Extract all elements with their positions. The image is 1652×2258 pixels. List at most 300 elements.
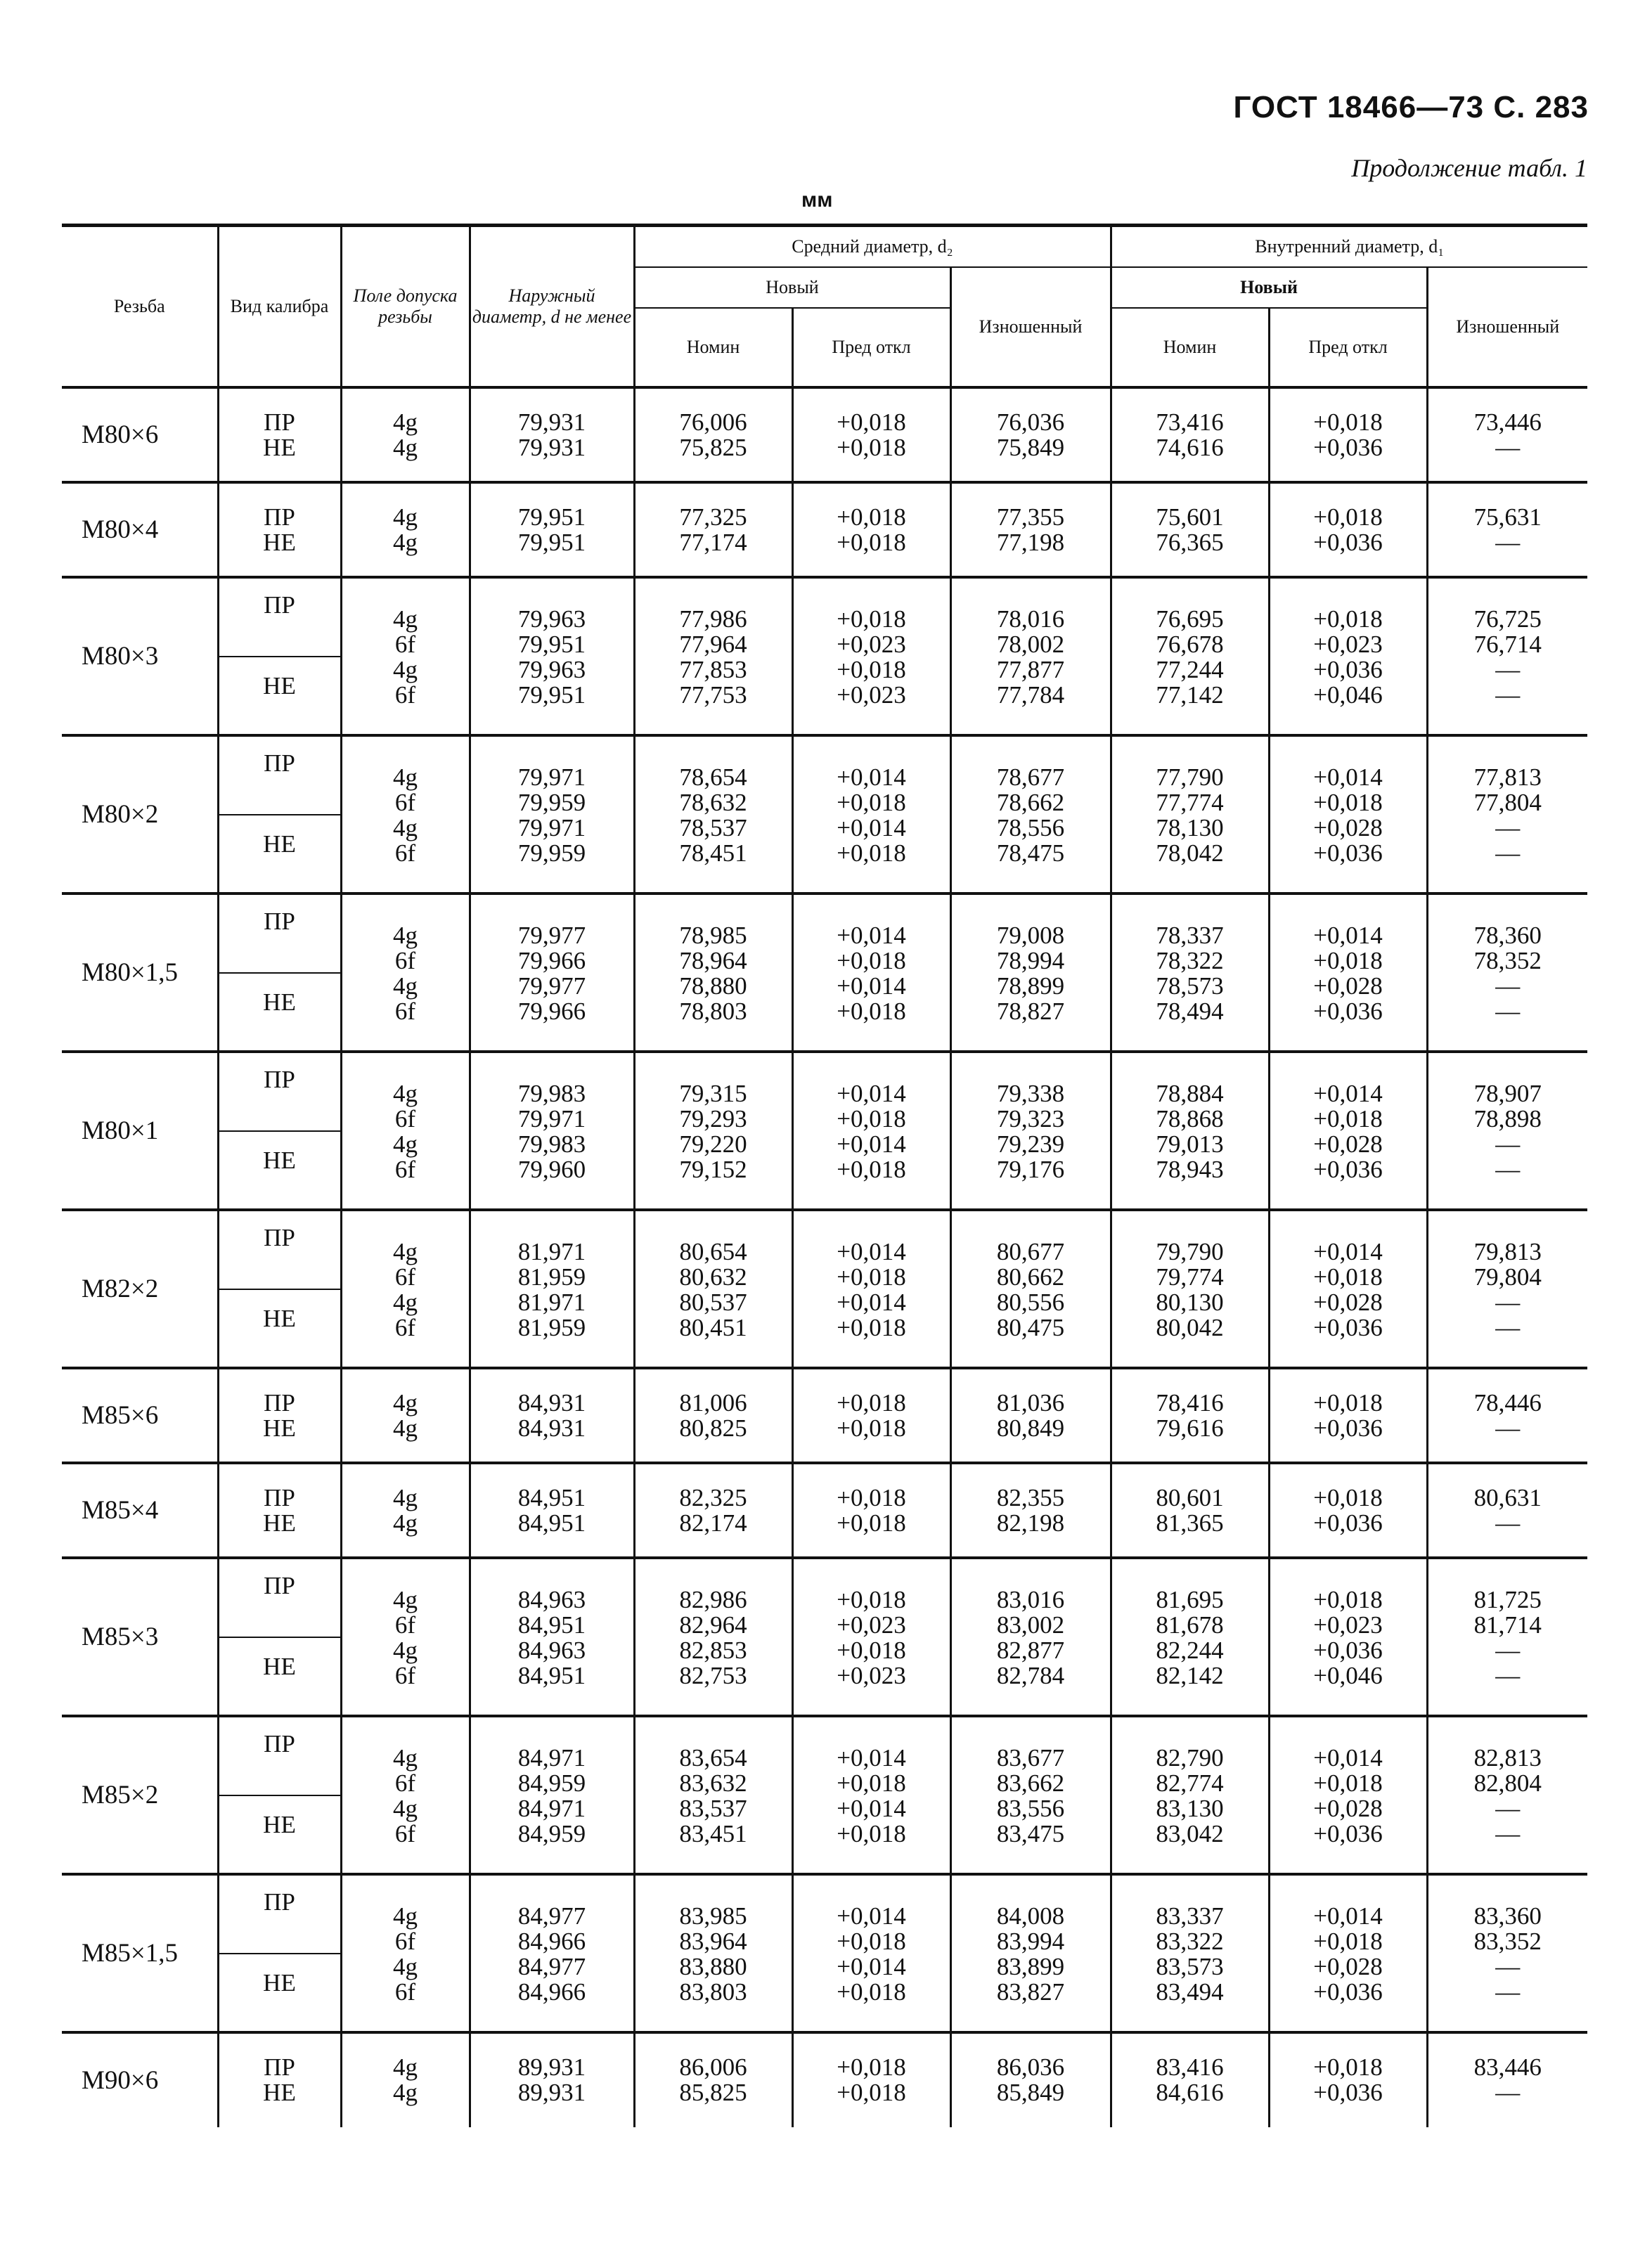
pitch-nominal-cell [634, 1210, 792, 1368]
gauge-pr: ПР [264, 908, 295, 935]
minor-deviation-value: +0,028 [1313, 1953, 1383, 1980]
tolerance-value: 4g [393, 408, 418, 436]
minor-nominal-value: 79,616 [1156, 1414, 1224, 1442]
pitch-deviation-value: +0,018 [837, 605, 906, 633]
tolerance-cell [341, 1368, 470, 1463]
tolerance-values [342, 1053, 469, 1182]
pitch-nominal-value: 78,451 [679, 839, 747, 867]
tolerance-value: 4g [393, 1509, 418, 1537]
outer-diameter-value: 79,966 [517, 998, 586, 1025]
pitch-worn-cell [950, 577, 1111, 735]
pitch-deviation-values [794, 2034, 950, 2105]
outer-diameter-value: 79,971 [517, 814, 586, 841]
outer-diameter-value: 79,951 [517, 631, 586, 658]
tolerance-value: 6f [394, 1928, 416, 1955]
tolerance-values [342, 1211, 469, 1341]
tolerance-value: 4g [393, 529, 418, 556]
minor-deviation-values [1270, 389, 1426, 460]
pitch-deviation-value: +0,018 [837, 1820, 906, 1847]
outer-diameter-value: 84,966 [517, 1928, 586, 1955]
minor-nominal-value: 79,790 [1156, 1238, 1224, 1265]
minor-deviation-value: +0,036 [1313, 2079, 1383, 2106]
thread-cell: M80×3 [62, 577, 218, 735]
col-pitch-new: Новый [634, 267, 950, 308]
minor-nominal-value: 80,601 [1156, 1484, 1224, 1511]
minor-worn-values [1428, 484, 1588, 555]
pitch-deviation-value: +0,014 [837, 1130, 906, 1158]
minor-nominal-value: 82,774 [1156, 1769, 1224, 1797]
minor-nominal-value: 77,774 [1156, 789, 1224, 816]
tolerance-value: 4g [393, 605, 418, 633]
minor-worn-cell [1427, 1874, 1587, 2032]
pitch-nominal-values [635, 1559, 792, 1689]
minor-deviation-value: +0,036 [1313, 1156, 1383, 1183]
pitch-nominal-cell [634, 735, 792, 893]
minor-deviation-value: +0,023 [1313, 1611, 1383, 1639]
minor-deviation-values [1270, 1559, 1426, 1689]
minor-deviation-values [1270, 1053, 1426, 1182]
minor-worn-values [1428, 1053, 1588, 1182]
minor-deviation-value: +0,014 [1313, 1744, 1383, 1772]
minor-nominal-value: 82,244 [1156, 1637, 1224, 1664]
pitch-deviation-value: +0,018 [837, 1156, 906, 1183]
minor-nominal-value: 75,601 [1156, 503, 1224, 531]
minor-deviation-values [1270, 1876, 1426, 2005]
outer-diameter-values [471, 1876, 633, 2005]
minor-nominal-value: 73,416 [1156, 408, 1224, 436]
pitch-deviation-value: +0,014 [837, 972, 906, 1000]
pitch-deviation-value: +0,014 [837, 1953, 906, 1980]
gauge-pr: ПР [264, 1730, 295, 1757]
pitch-nominal-value: 83,632 [679, 1769, 747, 1797]
pitch-nominal-cell [634, 1052, 792, 1210]
pitch-worn-cell [950, 482, 1111, 577]
pitch-deviation-value: +0,018 [837, 1314, 906, 1341]
pitch-deviation-cell [792, 1210, 950, 1368]
pitch-worn-values [952, 1053, 1110, 1182]
tolerance-cell [341, 893, 470, 1052]
minor-worn-cell [1427, 482, 1587, 577]
minor-deviation-cell [1269, 893, 1427, 1052]
minor-nominal-values [1112, 2034, 1268, 2105]
minor-deviation-values [1270, 484, 1426, 555]
outer-diameter-cell [470, 1368, 634, 1463]
tolerance-value: 4g [393, 1953, 418, 1980]
minor-nominal-value: 76,365 [1156, 529, 1224, 556]
col-minor-nominal: Номин [1111, 308, 1269, 387]
pitch-worn-values [952, 1211, 1110, 1341]
pitch-deviation-values [794, 1053, 950, 1182]
pitch-deviation-cell [792, 1558, 950, 1716]
pitch-deviation-value: +0,018 [837, 1484, 906, 1511]
minor-deviation-value: +0,036 [1313, 1978, 1383, 2006]
pitch-deviation-value: +0,014 [837, 1080, 906, 1107]
gauge-value: ПР [264, 503, 295, 531]
outer-diameter-value: 84,931 [517, 1414, 586, 1442]
pitch-worn-cell [950, 1052, 1111, 1210]
outer-diameter-value: 84,963 [517, 1637, 586, 1664]
pitch-nominal-value: 80,825 [679, 1414, 747, 1442]
tolerance-values [342, 1559, 469, 1689]
minor-nominal-value: 78,042 [1156, 839, 1224, 867]
gauge-type-cell [218, 1558, 341, 1716]
pitch-nominal-value: 83,654 [679, 1744, 747, 1772]
tolerance-value: 4g [393, 2053, 418, 2081]
minor-nominal-values [1112, 1464, 1268, 1536]
minor-deviation-cell [1269, 2032, 1427, 2127]
minor-deviation-cell [1269, 387, 1427, 482]
tolerance-cell [341, 1052, 470, 1210]
tolerance-cell [341, 1716, 470, 1874]
minor-deviation-cell [1269, 1716, 1427, 1874]
table-row [62, 1052, 1587, 1210]
tolerance-cell [341, 387, 470, 482]
pitch-nominal-cell [634, 482, 792, 577]
pitch-deviation-value: +0,018 [837, 408, 906, 436]
outer-diameter-cell [470, 1210, 634, 1368]
gauge-ne: НЕ [263, 1147, 296, 1174]
pitch-deviation-value: +0,014 [837, 1238, 906, 1265]
tolerance-values [342, 389, 469, 460]
minor-nominal-values [1112, 1876, 1268, 2005]
tolerance-value: 4g [393, 1238, 418, 1265]
outer-diameter-value: 79,977 [517, 972, 586, 1000]
minor-worn-value: 78,360 [1473, 922, 1542, 949]
pitch-worn-value: 83,016 [996, 1586, 1065, 1613]
minor-nominal-cell [1111, 387, 1269, 482]
pitch-deviation-value: +0,018 [837, 2053, 906, 2081]
pitch-worn-value: 85,849 [996, 2079, 1065, 2106]
tolerance-values [342, 1876, 469, 2005]
outer-diameter-values [471, 1559, 633, 1689]
minor-worn-value: — [1495, 1314, 1521, 1341]
col-gauge-type: Вид калибра [218, 226, 341, 388]
pitch-deviation-value: +0,023 [837, 631, 906, 658]
minor-nominal-cell [1111, 735, 1269, 893]
minor-worn-value: 73,446 [1473, 408, 1542, 436]
pitch-deviation-value: +0,014 [837, 1744, 906, 1772]
pitch-worn-value: 84,008 [996, 1902, 1065, 1930]
minor-deviation-value: +0,018 [1313, 1263, 1383, 1291]
pitch-worn-values [952, 484, 1110, 555]
gauge-value: НЕ [263, 2079, 296, 2106]
minor-nominal-value: 83,416 [1156, 2053, 1224, 2081]
tolerance-values [342, 2034, 469, 2105]
minor-worn-value: 75,631 [1473, 503, 1542, 531]
pitch-deviation-value: +0,014 [837, 763, 906, 791]
gauge-values [219, 389, 340, 460]
minor-worn-cell [1427, 1368, 1587, 1463]
minor-worn-value: — [1495, 1509, 1521, 1537]
tolerance-value: 4g [393, 1414, 418, 1442]
tolerance-value: 4g [393, 1389, 418, 1417]
pitch-deviation-values [794, 1717, 950, 1847]
pitch-worn-value: 79,239 [996, 1130, 1065, 1158]
minor-worn-value: 78,446 [1473, 1389, 1542, 1417]
tolerance-value: 4g [393, 1130, 418, 1158]
minor-deviation-values [1270, 1464, 1426, 1536]
gauge-type-cell [218, 387, 341, 482]
minor-worn-value: 83,360 [1473, 1902, 1542, 1930]
pitch-deviation-values [794, 895, 950, 1024]
pitch-nominal-cell [634, 893, 792, 1052]
thread-cell: M80×4 [62, 482, 218, 577]
minor-deviation-values [1270, 1369, 1426, 1441]
pitch-worn-value: 82,784 [996, 1662, 1065, 1689]
pitch-nominal-value: 80,451 [679, 1314, 747, 1341]
minor-nominal-value: 83,130 [1156, 1795, 1224, 1822]
minor-nominal-cell [1111, 1874, 1269, 2032]
outer-diameter-value: 84,971 [517, 1795, 586, 1822]
tolerance-value: 6f [394, 1314, 416, 1341]
tolerance-cell [341, 577, 470, 735]
pitch-deviation-values [794, 1876, 950, 2005]
outer-diameter-value: 79,959 [517, 839, 586, 867]
outer-diameter-value: 89,931 [517, 2079, 586, 2106]
pitch-deviation-values [794, 1211, 950, 1341]
outer-diameter-cell [470, 893, 634, 1052]
minor-deviation-value: +0,018 [1313, 503, 1383, 531]
pitch-worn-value: 77,198 [996, 529, 1065, 556]
pitch-worn-value: 79,323 [996, 1105, 1065, 1133]
pitch-deviation-value: +0,023 [837, 1662, 906, 1689]
minor-nominal-value: 80,042 [1156, 1314, 1224, 1341]
minor-worn-cell [1427, 387, 1587, 482]
pitch-worn-value: 83,899 [996, 1953, 1065, 1980]
pitch-worn-value: 80,677 [996, 1238, 1065, 1265]
tolerance-value: 6f [394, 1156, 416, 1183]
pitch-nominal-value: 83,451 [679, 1820, 747, 1847]
minor-deviation-value: +0,018 [1313, 1769, 1383, 1797]
pitch-deviation-cell [792, 2032, 950, 2127]
minor-deviation-value: +0,036 [1313, 656, 1383, 683]
pitch-deviation-value: +0,018 [837, 1637, 906, 1664]
pitch-deviation-value: +0,018 [837, 529, 906, 556]
pitch-worn-value: 78,994 [996, 947, 1065, 974]
outer-diameter-value: 79,951 [517, 503, 586, 531]
gauge-divider [219, 1130, 342, 1132]
pitch-nominal-value: 75,825 [679, 434, 747, 461]
outer-diameter-value: 81,971 [517, 1289, 586, 1316]
outer-diameter-values [471, 1717, 633, 1847]
gauge-value: НЕ [263, 434, 296, 461]
tolerance-value: 6f [394, 631, 416, 658]
pitch-deviation-value: +0,018 [837, 789, 906, 816]
minor-nominal-value: 77,244 [1156, 656, 1224, 683]
gauge-value: НЕ [263, 1509, 296, 1537]
thread-cell: M85×1,5 [62, 1874, 218, 2032]
minor-deviation-value: +0,036 [1313, 1509, 1383, 1537]
minor-worn-value: 79,804 [1473, 1263, 1542, 1291]
pitch-worn-value: 80,662 [996, 1263, 1065, 1291]
tolerance-value: 4g [393, 1902, 418, 1930]
outer-diameter-values [471, 1053, 633, 1182]
minor-nominal-value: 77,790 [1156, 763, 1224, 791]
pitch-nominal-value: 82,325 [679, 1484, 747, 1511]
outer-diameter-value: 84,959 [517, 1820, 586, 1847]
gauge-pr: ПР [264, 1888, 295, 1916]
pitch-nominal-values [635, 389, 792, 460]
minor-nominal-values [1112, 1053, 1268, 1182]
pitch-worn-value: 75,849 [996, 434, 1065, 461]
minor-deviation-value: +0,036 [1313, 998, 1383, 1025]
minor-nominal-cell [1111, 1368, 1269, 1463]
gauge-value: НЕ [263, 529, 296, 556]
minor-worn-values [1428, 1559, 1588, 1689]
pitch-deviation-value: +0,018 [837, 1509, 906, 1537]
gauge-value: ПР [264, 408, 295, 436]
pitch-nominal-value: 80,537 [679, 1289, 747, 1316]
tolerance-value: 4g [393, 2079, 418, 2106]
outer-diameter-value: 79,931 [517, 434, 586, 461]
minor-worn-cell [1427, 1716, 1587, 1874]
table-row [62, 482, 1587, 577]
minor-nominal-value: 83,337 [1156, 1902, 1224, 1930]
pitch-worn-value: 78,475 [996, 839, 1065, 867]
outer-diameter-values [471, 2034, 633, 2105]
pitch-nominal-cell [634, 577, 792, 735]
pitch-deviation-value: +0,018 [837, 1414, 906, 1442]
outer-diameter-value: 89,931 [517, 2053, 586, 2081]
outer-diameter-value: 84,931 [517, 1389, 586, 1417]
pitch-nominal-value: 77,853 [679, 656, 747, 683]
thread-cell: M82×2 [62, 1210, 218, 1368]
pitch-nominal-value: 77,986 [679, 605, 747, 633]
tolerance-value: 6f [394, 681, 416, 709]
tolerance-values [342, 1464, 469, 1536]
gauge-divider [219, 972, 342, 974]
pitch-worn-cell [950, 1558, 1111, 1716]
pitch-deviation-value: +0,018 [837, 503, 906, 531]
minor-worn-value: 79,813 [1473, 1238, 1542, 1265]
pitch-deviation-value: +0,018 [837, 1105, 906, 1133]
minor-deviation-value: +0,023 [1313, 631, 1383, 658]
pitch-nominal-value: 82,986 [679, 1586, 747, 1613]
pitch-nominal-value: 83,803 [679, 1978, 747, 2006]
outer-diameter-values [471, 484, 633, 555]
minor-worn-value: — [1495, 998, 1521, 1025]
gauge-ne: НЕ [263, 672, 296, 699]
col-minor-deviation: Пред откл [1269, 308, 1427, 387]
pitch-deviation-value: +0,014 [837, 1902, 906, 1930]
gauge-pr: ПР [264, 591, 295, 619]
pitch-worn-value: 80,475 [996, 1314, 1065, 1341]
tolerance-values [342, 579, 469, 708]
outer-diameter-value: 84,966 [517, 1978, 586, 2006]
minor-nominal-value: 78,884 [1156, 1080, 1224, 1107]
outer-diameter-cell [470, 1874, 634, 2032]
pitch-nominal-value: 80,654 [679, 1238, 747, 1265]
gauge-type-cell [218, 893, 341, 1052]
minor-deviation-value: +0,046 [1313, 1662, 1383, 1689]
minor-deviation-value: +0,036 [1313, 839, 1383, 867]
pitch-worn-value: 79,338 [996, 1080, 1065, 1107]
col-minor-worn: Изношенный [1427, 267, 1587, 387]
outer-diameter-value: 79,931 [517, 408, 586, 436]
pitch-nominal-cell [634, 2032, 792, 2127]
minor-deviation-value: +0,018 [1313, 1484, 1383, 1511]
pitch-nominal-values [635, 737, 792, 866]
gauge-values [219, 1369, 340, 1441]
thread-cell: M85×2 [62, 1716, 218, 1874]
pitch-worn-value: 83,994 [996, 1928, 1065, 1955]
minor-deviation-cell [1269, 1874, 1427, 2032]
tolerance-values [342, 1369, 469, 1441]
tolerance-value: 6f [394, 1105, 416, 1133]
pitch-nominal-cell [634, 1874, 792, 2032]
tolerance-value: 4g [393, 814, 418, 841]
gauge-type-cell [218, 482, 341, 577]
pitch-deviation-cell [792, 735, 950, 893]
tolerance-value: 4g [393, 503, 418, 531]
pitch-worn-value: 80,556 [996, 1289, 1065, 1316]
minor-worn-cell [1427, 735, 1587, 893]
tolerance-cell [341, 1558, 470, 1716]
gauge-value: НЕ [263, 1414, 296, 1442]
pitch-worn-cell [950, 1210, 1111, 1368]
gauge-pr: ПР [264, 1224, 295, 1251]
outer-diameter-value: 84,963 [517, 1586, 586, 1613]
pitch-nominal-value: 79,220 [679, 1130, 747, 1158]
minor-worn-values [1428, 2034, 1588, 2105]
outer-diameter-values [471, 579, 633, 708]
minor-worn-value: — [1495, 1156, 1521, 1183]
minor-nominal-value: 79,013 [1156, 1130, 1224, 1158]
minor-deviation-cell [1269, 1463, 1427, 1558]
minor-deviation-value: +0,018 [1313, 1105, 1383, 1133]
pitch-worn-values [952, 2034, 1110, 2105]
pitch-deviation-cell [792, 1874, 950, 2032]
minor-worn-value: 83,446 [1473, 2053, 1542, 2081]
minor-deviation-value: +0,014 [1313, 1080, 1383, 1107]
pitch-worn-value: 83,662 [996, 1769, 1065, 1797]
table-row [62, 1210, 1587, 1368]
outer-diameter-value: 79,951 [517, 681, 586, 709]
tolerance-cell [341, 482, 470, 577]
gauge-type-cell [218, 1463, 341, 1558]
outer-diameter-cell [470, 735, 634, 893]
tolerance-value: 4g [393, 1484, 418, 1511]
tolerance-value: 6f [394, 1263, 416, 1291]
outer-diameter-values [471, 389, 633, 460]
pitch-deviation-values [794, 579, 950, 708]
pitch-nominal-value: 78,964 [679, 947, 747, 974]
pitch-nominal-values [635, 1464, 792, 1536]
minor-deviation-values [1270, 737, 1426, 866]
minor-deviation-cell [1269, 1558, 1427, 1716]
minor-worn-value: — [1495, 1130, 1521, 1158]
pitch-nominal-value: 85,825 [679, 2079, 747, 2106]
tolerance-value: 6f [394, 1662, 416, 1689]
pitch-deviation-values [794, 1464, 950, 1536]
pitch-nominal-cell [634, 1558, 792, 1716]
outer-diameter-value: 79,971 [517, 763, 586, 791]
outer-diameter-value: 79,951 [517, 529, 586, 556]
minor-deviation-value: +0,018 [1313, 789, 1383, 816]
gauge-value: ПР [264, 2053, 295, 2081]
outer-diameter-values [471, 895, 633, 1024]
pitch-nominal-value: 79,293 [679, 1105, 747, 1133]
minor-worn-value: — [1495, 434, 1521, 461]
pitch-worn-cell [950, 1463, 1111, 1558]
pitch-deviation-value: +0,018 [837, 1263, 906, 1291]
minor-deviation-value: +0,028 [1313, 1795, 1383, 1822]
pitch-nominal-value: 77,325 [679, 503, 747, 531]
minor-nominal-value: 82,142 [1156, 1662, 1224, 1689]
outer-diameter-value: 84,959 [517, 1769, 586, 1797]
col-minor-new: Новый [1111, 267, 1427, 308]
minor-deviation-value: +0,036 [1313, 434, 1383, 461]
